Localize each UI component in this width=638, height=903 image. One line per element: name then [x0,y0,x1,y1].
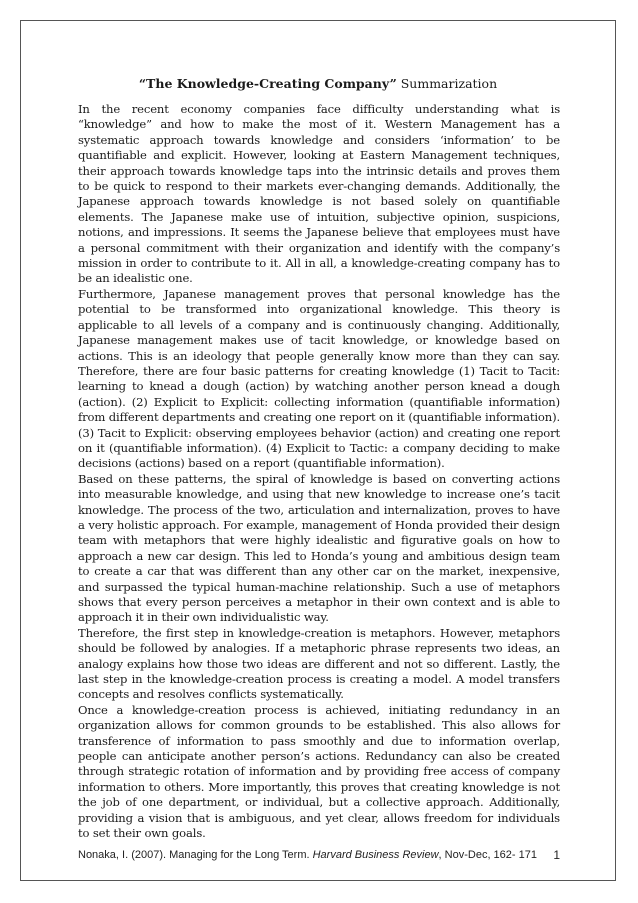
page-number: 1 [553,848,560,862]
title-bold: “The Knowledge-Creating Company” [138,76,397,91]
page-footer [78,848,560,862]
title-suffix: Summarization [396,76,498,91]
paragraph: In the recent economy companies face difficulty understanding what is “knowledge” and how to make the most of it. Western Management has a systematic approach towards knowledge and considers ‘information’ to be quantifiable and explicit. However, looking at Eastern Management techniques, their approach towards knowledge taps into the intrinsic details and proves them to be quick to respond to their markets ever-changing demands. Additionally, the Japanese approach towards knowledge is not based solely on quantifiable elements. The Japanese make use of intuition, subjective opinion, suspicions, notions, and impressions. It seems the Japanese believe that employees must have a personal commitment with their organization and identify with the company’s mission in order to contribute to it. All in all, a knowledge-creating company has to be an idealistic one. [78,102,560,286]
citation-journal: Harvard Business Review [312,849,439,861]
paragraph: Furthermore, Japanese management proves that personal knowledge has the potential to be transformed into organizational knowledge. This theory is applicable to all levels of a company and is continuously changing. Additionally, Japanese management makes use of tacit knowledge, or knowledge based on actions. This is an ideology that people generally know more than they can say. Therefore, there are four basic patterns for creating knowledge (1) Tacit to Tacit: learning to knead a dough (action) by watching another person knead a dough (action). (2) Explicit to Explicit: collecting information (quantifiable information) from different departments and creating one report on it (quantifiable information). (3) Tacit to Explicit: observing employees behavior (action) and creating one report on it (quantifiable information). (4) Explicit to Tactic: a company deciding to make decisions (actions) based on a report (quantifiable information). [78,286,560,471]
document-page [20,20,616,881]
citation-start: Nonaka, I. (2007). Managing for the Long Term. [78,849,313,861]
paragraph: Based on these patterns, the spiral of knowledge is based on converting actions into measurable knowledge, and using that new knowledge to increase one’s tacit knowledge. The process of the two, articulation and internalization, proves to have a very holistic approach. For example, management of Honda provided their design team with metaphors that were highly idealistic and figurative goals on how to approach a new car design. This led to Honda’s young and ambitious design team to create a car that was different than any other car on the market, inexpensive, and surpassed the typical human-machine relationship. Such a use of metaphors shows that every person perceives a metaphor in their own context and is able to approach it in their own individualistic way. [78,471,560,625]
document-body [78,102,560,842]
document-title [21,76,615,92]
paragraph: Therefore, the first step in knowledge-creation is metaphors. However, metaphors should be followed by analogies. If a metaphoric phrase represents two ideas, an analogy explains how those two ideas are different and not so different. Lastly, the last step in the knowledge-creation process is creating a model. A model transfers concepts and resolves conflicts systematically. [78,625,560,702]
paragraph: Once a knowledge-creation process is achieved, initiating redundancy in an organization allows for common grounds to be established. This also allows for transference of information to pass smoothly and due to information overlap, people can anticipate another person’s actions. Redundancy can also be created through strategic rotation of information and by providing free access of company information to others. More importantly, this proves that creating knowledge is not the job of one department, or individual, but a collective approach. Additionally, providing a vision that is ambiguous, and yet clear, allows freedom for individuals to set their own goals. [78,702,560,841]
citation-end: , Nov-Dec, 162- 171 [438,849,537,861]
citation [78,849,537,861]
